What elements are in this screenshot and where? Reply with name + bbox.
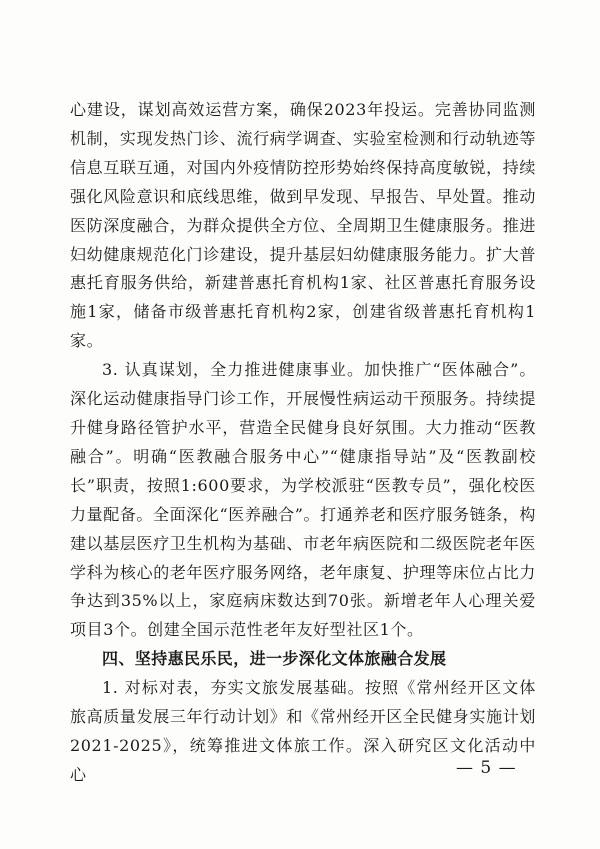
page-number: — 5 — bbox=[456, 758, 517, 778]
paragraph-continuation: 心建设，谋划高效运营方案，确保2023年投运。完善协同监测机制，实现发热门诊、流行病学调查、实验室检测和行动轨迹等信息互联互通，对国内外疫情防控形势始终保持高度敏锐，持续强化风险意识和底线思维，做到早发现、早报告、早处置。推动医防深度融合，为群众提供全方位、全周期卫生健康服务。推进妇幼健康规范化门诊建设，提升基层妇幼健康服务能力。扩大普惠托育服务供给，新建普惠托育机构1家、社区普惠托育服务设施1家，储备市级普惠托育机构2家，创建省级普惠托育机构1家。 bbox=[70, 100, 536, 351]
section-heading: 四、坚持惠民乐民，进一步深化文体旅融合发展 bbox=[102, 649, 447, 669]
document-body bbox=[70, 96, 536, 790]
paragraph-culture-tourism: 1. 对标对表，夯实文旅发展基础。按照《常州经开区文体旅高质量发展三年行动计划》和《常州经开区全民健身实施计划2021-2025》，统筹推进文体旅工作。深入研究区文化活动中心 bbox=[70, 678, 536, 784]
paragraph-health-affairs: 3. 认真谋划，全力推进健康事业。加快推广“医体融合”。深化运动健康指导门诊工作，开展慢性病运动干预服务。持续提升健身路径管护水平，营造全民健身良好氛围。大力推动“医教融合”。明确“医教融合服务中心”“健康指导站”及“医教副校长”职责，按照1:600要求，为学校派驻“医教专员”，强化校医力量配备。全面深化“医养融合”。打通养老和医疗服务链条，构建以基层医疗卫生机构为基础、市老年病医院和二级医院老年医学科为核心的老年医疗服务网络，老年康复、护理等床位占比力争达到35%以上，家庭病床数达到70张。新增老年人心理关爱项目3个。创建全国示范性老年友好型社区1个。 bbox=[70, 360, 536, 640]
